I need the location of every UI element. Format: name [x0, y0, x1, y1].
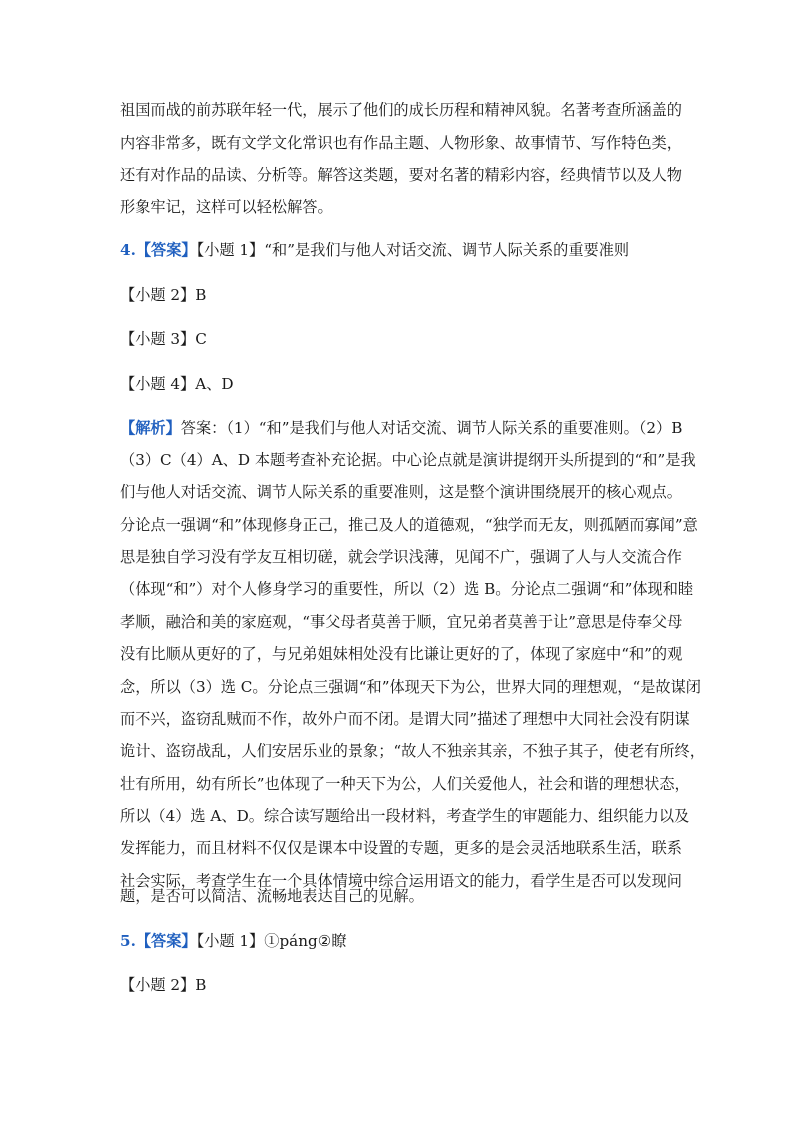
q4-sub1-text: “和”是我们与他人对话交流、调节人际关系的重要准则 [264, 241, 630, 259]
q4-sub4-label: 【小题 4】 [120, 375, 196, 393]
q4-sub3-text: C [195, 330, 207, 348]
q4-analysis-tag: 【解析】 [120, 419, 181, 437]
q4-analysis-line: 们与他人对话交流、调节人际关系的重要准则，这是整个演讲围绕展开的核心观点。 [120, 483, 682, 501]
intro-line-2: 内容非常多，既有文学文化常识也有作品主题、人物形象、故事情节、写作特色类， [120, 134, 682, 152]
q4-analysis-line-last: 题，是否可以简洁、流畅地表达自己的见解。 [120, 887, 424, 905]
q4-analysis-line: （体现“和”）对个人修身学习的重要性，所以（2）选 B。分论点二强调“和”体现和睦 [120, 580, 694, 598]
q4-analysis-line: （3）C（4）A、D 本题考查补充论据。中心论点就是演讲提纲开头所提到的“和”是我 [120, 451, 696, 469]
q4-sub4-text: A、D [195, 375, 234, 393]
q4-sub1-label: 【小题 1】 [196, 241, 265, 259]
q5-sub2-line [120, 975, 206, 995]
q4-answer-tag: 【答案】 [135, 241, 197, 259]
intro-line-3: 还有对作品的品读、分析等。解答这类题，要对名著的精彩内容，经典情节以及人物 [120, 166, 682, 184]
q4-analysis-line: 孝顺，融洽和美的家庭观，“事父母者莫善于顺，宜兄弟者莫善于让”意思是侍奉父母 [120, 613, 683, 631]
q4-analysis-line: 社会实际，考查学生在一个具体情境中综合运用语文的能力，看学生是否可以发现问 [120, 872, 682, 890]
q5-sub2-label: 【小题 2】 [120, 976, 196, 994]
q4-analysis-line: 分论点一强调“和”体现修身正己，推己及人的道德观，“独学而无友，则孤陋而寡闻”意 [120, 516, 698, 534]
q5-sub2-text: B [195, 976, 207, 994]
intro-line-4: 形象牢记，这样可以轻松解答。 [120, 198, 333, 216]
q4-analysis-line: 发挥能力，而且材料不仅仅是课本中设置的专题，更多的是会灵活地联系生活，联系 [120, 839, 682, 857]
q5-sub1-label: 【小题 1】 [196, 932, 265, 950]
q5-number: 5. [120, 932, 136, 950]
q4-sub2-line [120, 285, 206, 305]
q4-analysis-line: 思是独自学习没有学友互相切磋，就会学识浅薄，见闻不广，强调了人与人交流合作 [120, 548, 682, 566]
q4-sub2-text: B [195, 286, 207, 304]
q5-answer-tag: 【答案】 [135, 932, 197, 950]
q4-analysis-line: 没有比顺从更好的了，与兄弟姐妹相处没有比谦让更好的了，体现了家庭中“和”的观 [120, 645, 683, 663]
q4-analysis-first-text: 答案：（1）“和”是我们与他人对话交流、调节人际关系的重要准则。（2）B [180, 419, 683, 437]
q4-sub3-label: 【小题 3】 [120, 330, 196, 348]
q4-analysis-line: 所以（4）选 A、D。综合读写题给出一段材料，考查学生的审题能力、组织能力以及 [120, 807, 690, 825]
intro-line-1: 祖国而战的前苏联年轻一代，展示了他们的成长历程和精神风貌。名著考查所涵盖的 [120, 101, 682, 119]
q4-analysis-line: 壮有所用，幼有所长”也体现了一种天下为公，人们关爱他人，社会和谐的理想状态， [120, 775, 690, 793]
q4-analysis-line: 念，所以（3）选 C。分论点三强调“和”体现天下为公，世界大同的理想观，“是故谋闭 [120, 678, 701, 696]
q4-sub4-line [120, 374, 234, 394]
q4-number: 4. [120, 241, 136, 259]
q5-sub1-text: ①páng②瞭 [264, 932, 347, 950]
q4-analysis-line: 而不兴，盗窃乱贼而不作，故外户而不闭。是谓大同”描述了理想中大同社会没有阴谋 [120, 710, 690, 728]
q4-sub2-label: 【小题 2】 [120, 286, 196, 304]
q4-answer-line [120, 240, 629, 260]
q4-analysis-line-1 [120, 418, 682, 438]
q5-answer-line [120, 931, 347, 951]
q4-analysis-line: 诡计、盗窃战乱，人们安居乐业的景象；“故人不独亲其亲，不独子其子，使老有所终， [120, 742, 705, 760]
q4-sub3-line [120, 329, 207, 349]
